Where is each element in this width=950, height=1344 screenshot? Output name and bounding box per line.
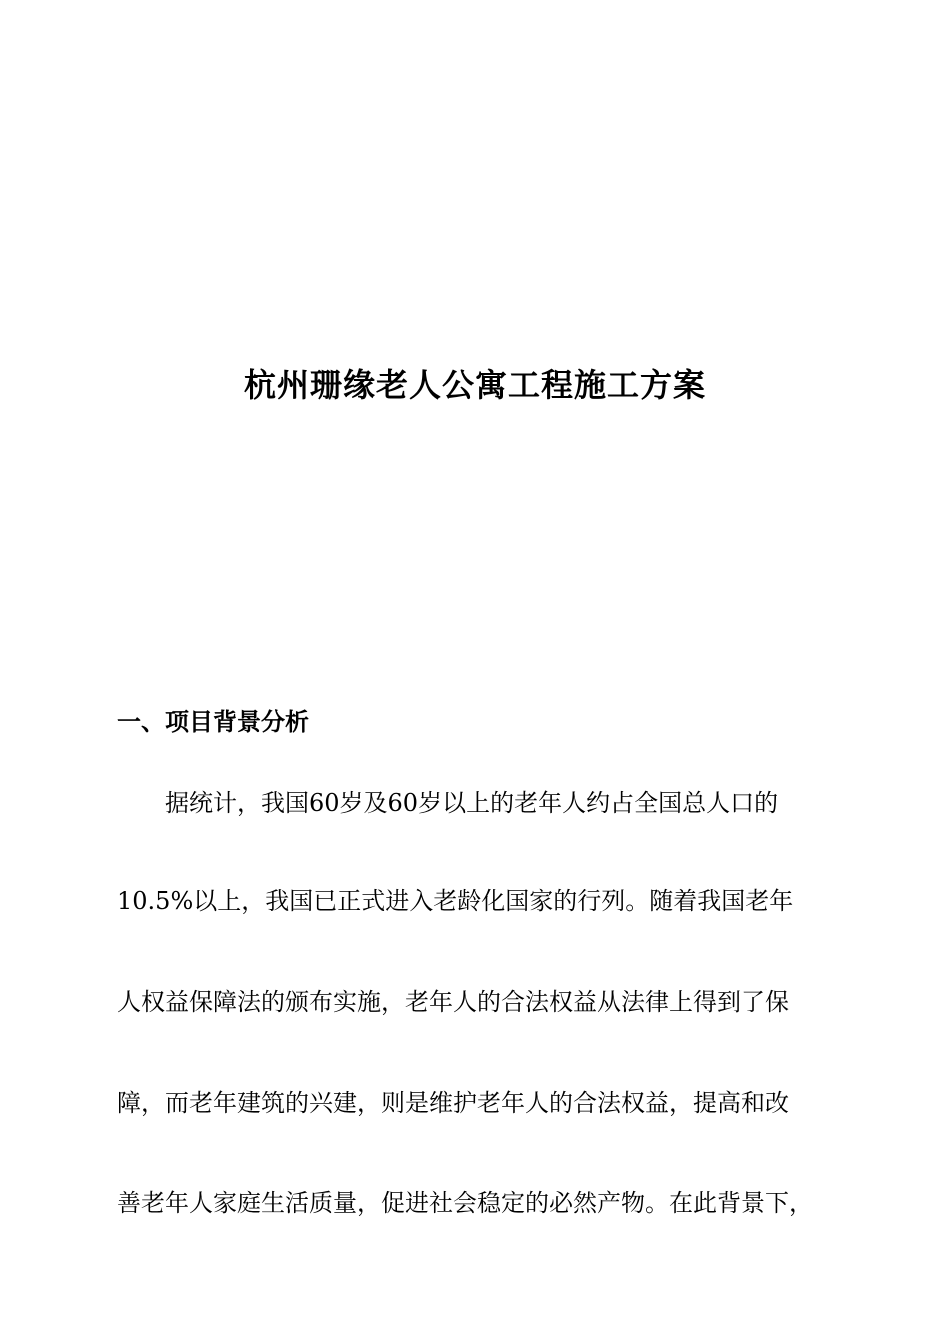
document-title: 杭州珊缘老人公寓工程施工方案 [243,366,706,404]
paragraph-line: 据统计，我国60岁及60岁以上的老年人约占全国总人口的 [165,789,779,817]
paragraph-line: 人权益保障法的颁布实施，老年人的合法权益从法律上得到了保 [117,988,789,1016]
paragraph-line: 障，而老年建筑的兴建，则是维护老年人的合法权益，提高和改 [117,1089,789,1117]
paragraph-line: 善老年人家庭生活质量，促进社会稳定的必然产物。在此背景下， [117,1189,813,1217]
paragraph-line: 10.5%以上，我国已正式进入老龄化国家的行列。随着我国老年 [117,887,794,915]
section-heading: 一、项目背景分析 [117,708,309,736]
